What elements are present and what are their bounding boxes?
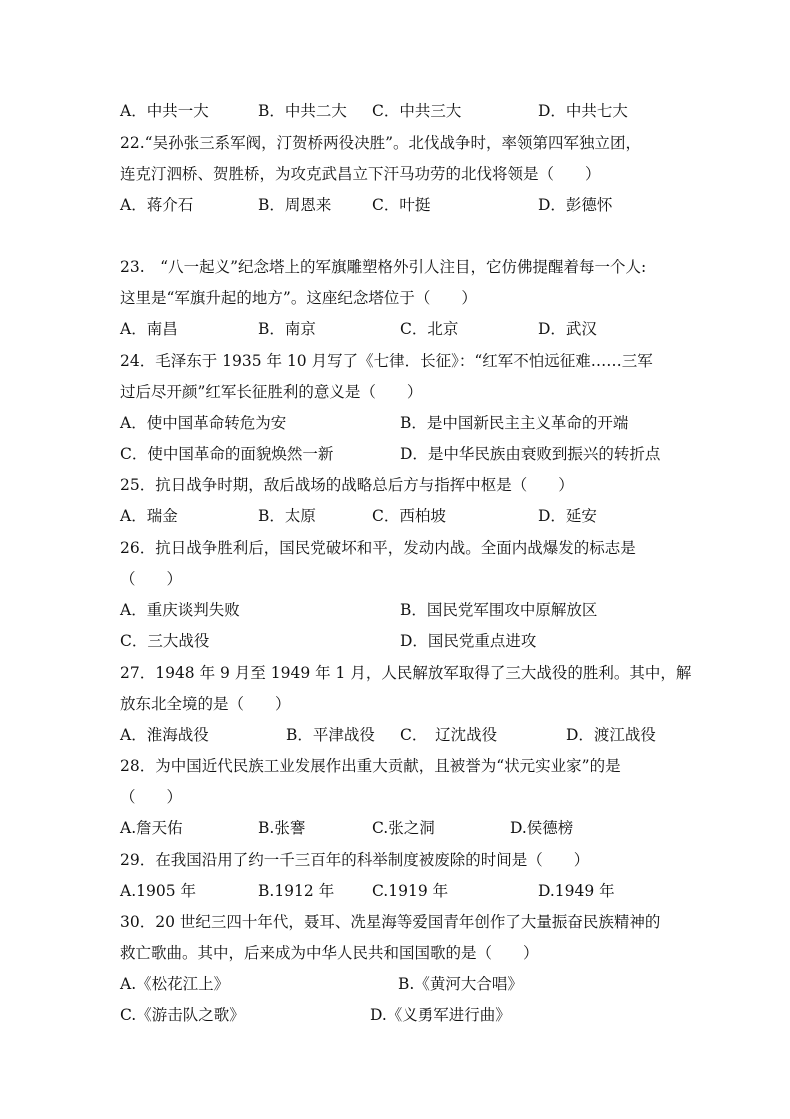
q28-option-a: A.詹天佑 <box>120 819 183 837</box>
q28-stem-line2: （ ） <box>120 788 183 806</box>
q27-option-c: C． 辽沈战役 <box>400 726 498 744</box>
q30-option-a: A.《松花江上》 <box>120 975 230 993</box>
q27-stem-line1: 27．1948 年 9 月至 1949 年 1 月，人民解放军取得了三大战役的胜利。其中，解 <box>120 664 692 682</box>
q29-options <box>120 876 680 907</box>
q29-option-c: C.1919 年 <box>372 882 449 900</box>
q25-stem-line1: 25．抗日战争时期，敌后战场的战略总后方与指挥中枢是（ ） <box>120 476 574 494</box>
q30-options-row1 <box>120 969 680 1000</box>
q28-options <box>120 813 680 844</box>
q24-option-a: A．使中国革命转危为安 <box>120 414 287 432</box>
q23-option-c: C．北京 <box>400 320 459 338</box>
q24-options-row1 <box>120 408 680 439</box>
q27-options <box>120 720 680 751</box>
q23-option-d: D．武汉 <box>538 320 597 338</box>
q24-option-b: B．是中国新民主主义革命的开端 <box>400 414 629 432</box>
q28-option-c: C.张之洞 <box>372 819 435 837</box>
q21-option-c: C．中共三大 <box>372 102 462 120</box>
q24-option-c: C．使中国革命的面貌焕然一新 <box>120 445 334 463</box>
q22-option-b: B．周恩来 <box>258 196 332 214</box>
q30-option-c: C.《游击队之歌》 <box>120 1006 245 1024</box>
q21-option-b: B．中共二大 <box>258 102 347 120</box>
q22-options <box>120 190 680 221</box>
q30-option-b: B.《黄河大合唱》 <box>398 975 523 993</box>
q22-option-c: C．叶挺 <box>372 196 431 214</box>
q29-option-a: A.1905 年 <box>120 882 196 900</box>
q26-option-a: A．重庆谈判失败 <box>120 601 240 619</box>
q27-option-b: B．平津战役 <box>286 726 375 744</box>
q28-stem-line1: 28．为中国近代民族工业发展作出重大贡献，且被誉为“状元实业家”的是 <box>120 757 621 775</box>
q22-option-d: D．彭德怀 <box>538 196 613 214</box>
q30-options-row2 <box>120 1000 680 1031</box>
q28-option-b: B.张謇 <box>258 819 306 837</box>
q30-stem-line2: 救亡歌曲。其中，后来成为中华人民共和国国歌的是（ ） <box>120 944 539 962</box>
q21-option-a: A．中共一大 <box>120 102 209 120</box>
q26-options-row2 <box>120 626 680 657</box>
q25-option-a: A．瑞金 <box>120 507 178 525</box>
q25-options <box>120 501 680 532</box>
q26-option-d: D．国民党重点进攻 <box>400 632 537 650</box>
q27-option-a: A．淮海战役 <box>120 726 209 744</box>
q21-option-d: D．中共七大 <box>538 102 628 120</box>
q27-stem-line2: 放东北全境的是（ ） <box>120 695 291 713</box>
q26-stem-line2: （ ） <box>120 570 183 588</box>
q23-option-b: B．南京 <box>258 320 316 338</box>
q30-option-d: D.《义勇军进行曲》 <box>370 1006 511 1024</box>
q28-option-d: D.侯德榜 <box>510 819 574 837</box>
q25-option-c: C．西柏坡 <box>372 507 446 525</box>
q23-options <box>120 314 680 345</box>
q26-option-c: C．三大战役 <box>120 632 210 650</box>
q23-option-a: A．南昌 <box>120 320 178 338</box>
q23-stem-line1: 23. “八一起义”纪念塔上的军旗雕塑格外引人注目，它仿佛提醒着每一个人: <box>120 258 647 276</box>
q24-option-d: D．是中华民族由衰败到振兴的转折点 <box>400 445 661 463</box>
q29-option-b: B.1912 年 <box>258 882 335 900</box>
q26-option-b: B．国民党军围攻中原解放区 <box>400 601 598 619</box>
q29-stem-line1: 29．在我国沿用了约一千三百年的科举制度被废除的时间是（ ） <box>120 851 590 869</box>
q30-stem-line1: 30．20 世纪三四十年代，聂耳、冼星海等爱国青年创作了大量振奋民族精神的 <box>120 913 661 931</box>
q26-options-row1 <box>120 595 680 626</box>
q22-stem-line1: 22.“吴孙张三系军阀，汀贺桥两役决胜”。北伐战争时，率领第四军独立团， <box>120 134 642 152</box>
q29-option-d: D.1949 年 <box>538 882 615 900</box>
q26-stem-line1: 26．抗日战争胜利后，国民党破坏和平，发动内战。全面内战爆发的标志是 <box>120 539 636 557</box>
q25-option-b: B．太原 <box>258 507 316 525</box>
q27-option-d: D．渡江战役 <box>566 726 656 744</box>
q25-option-d: D．延安 <box>538 507 597 525</box>
q22-stem-line2: 连克汀泗桥、贺胜桥，为攻克武昌立下汗马功劳的北伐将领是（ ） <box>120 165 601 183</box>
q21-options <box>120 96 680 127</box>
q24-options-row2 <box>120 439 680 470</box>
q24-stem-line2: 过后尽开颜”红军长征胜利的意义是（ ） <box>120 383 423 401</box>
q24-stem-line1: 24．毛泽东于 1935 年 10 月写了《七律．长征》：“红军不怕远征难……三军 <box>120 352 653 370</box>
q23-stem-line2: 这里是“军旗升起的地方”。这座纪念塔位于（ ） <box>120 289 477 307</box>
q22-option-a: A．蒋介石 <box>120 196 194 214</box>
